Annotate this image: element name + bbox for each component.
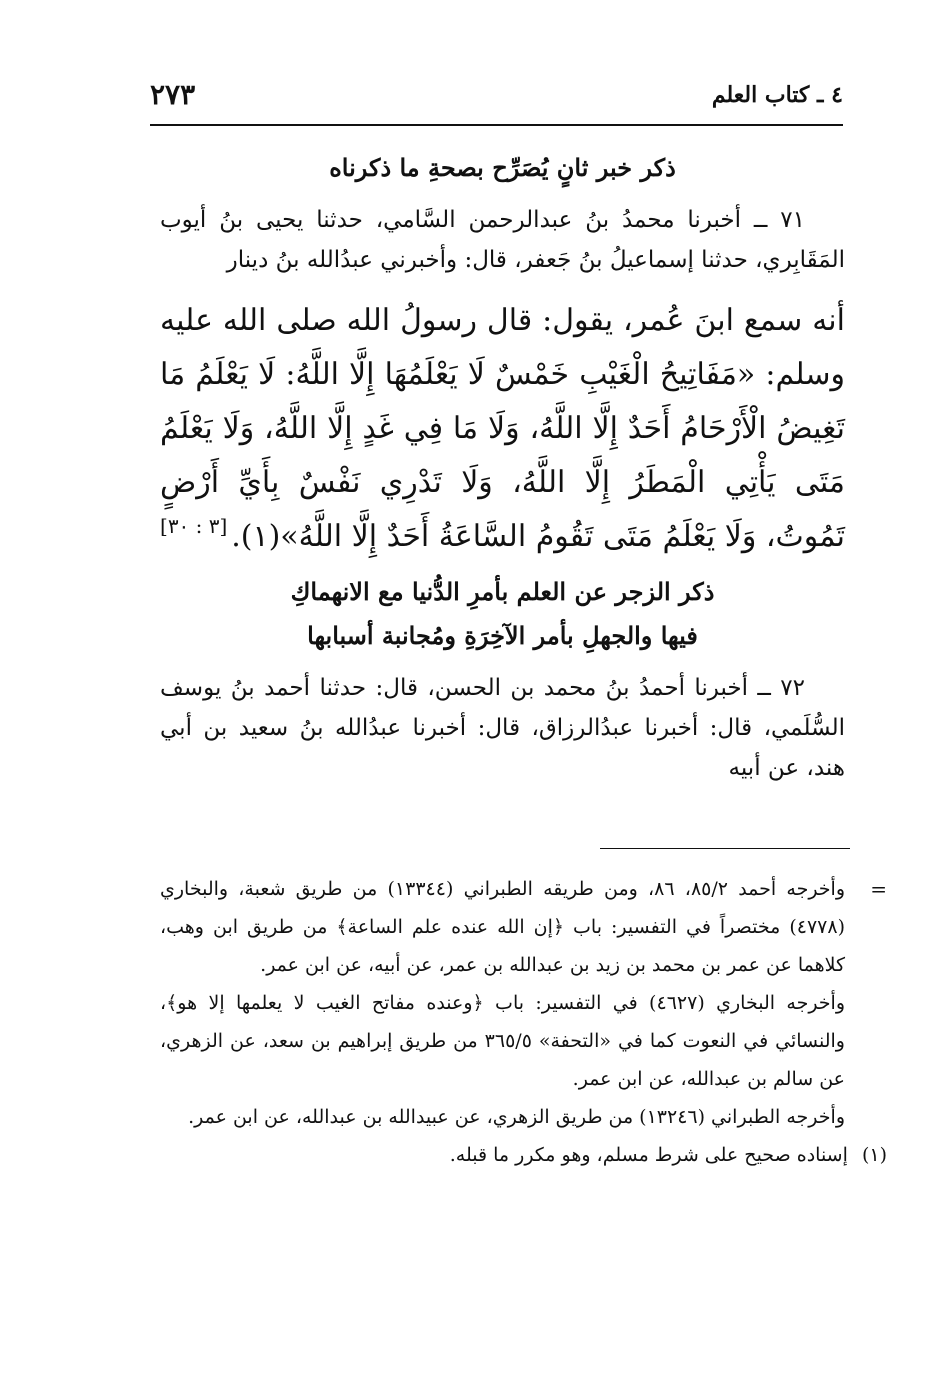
footnote-1: [160, 1136, 887, 1174]
footnote-paragraph-2: وأخرجه البخاري (٤٦٢٧) في التفسير: باب ﴿وعنده مفاتح الغيب لا يعلمها إلا هو﴾، والنسائي في النعوت كما في «التحفة» ٣٦٥/٥ من طريق إبراهيم بن سعد، عن الزهري، عن سالم بن عبدالله، عن ابن عمر.: [160, 992, 846, 1090]
footnotes: [160, 870, 887, 1174]
footnote-1-number: (١): [861, 1144, 887, 1166]
section-heading-1: ذكر خبر ثانٍ يُصَرِّح بصحةِ ما ذكرناه: [329, 153, 676, 182]
page-body: [160, 146, 845, 788]
section-heading-2-line-2: فيها والجهلِ بأمر الآخِرَةِ ومُجانبة أسبابها: [307, 621, 698, 650]
section-heading-2-line-1: ذكر الزجر عن العلم بأمرِ الدُّنيا مع الانهماكِ: [290, 577, 715, 606]
footnote-divider: [600, 848, 850, 849]
running-title: ٤ ـ كتاب العلم: [711, 82, 843, 108]
footnote-1-text: إسناده صحيح على شرط مسلم، وهو مكرر ما قبله.: [449, 1144, 848, 1166]
footnote-paragraph-1-text: وأخرجه أحمد ٨٥/٢، ٨٦، ومن طريقه الطبراني (١٣٣٤٤) من طريق شعبة، والبخاري (٤٧٧٨) مختصراً في التفسير: باب ﴿إن الله عنده علم الساعة﴾ من طريق ابن وهب، كلاهما عن عمر بن محمد بن زيد بن عبدالله بن عمر، عن أبيه، عن ابن عمر.: [160, 878, 846, 976]
hadith-71-isnad: ٧١ ــ أخبرنا محمدُ بنُ عبدالرحمن السَّامي، حدثنا يحيى بنُ أيوب المَقَابِري، حدثنا إسماعيلُ بنُ جَعفر، قال: وأخبرني عبدُالله بنُ دينار: [160, 207, 845, 273]
hadith-72-isnad: ٧٢ ــ أخبرنا أحمدُ بنُ محمد بن الحسن، قال: حدثنا أحمد بنُ يوسف السُّلَمي، قال: أخبرنا عبدُالرزاق، قال: أخبرنا عبدُالله بنُ سعيد بن أبي هند، عن أبيه: [160, 675, 845, 781]
footnote-paragraph-3: وأخرجه الطبراني (١٣٢٤٦) من طريق الزهري، عن عبيدالله بن عبدالله، عن ابن عمر.: [188, 1106, 845, 1128]
page-header: [150, 78, 843, 126]
footnote-continuation-marker: =: [870, 877, 887, 901]
footnote-paragraph-1: [160, 870, 887, 984]
hadith-71-reference: [٣ : ٣٠]: [160, 514, 228, 538]
page-number: ٢٧٣: [150, 78, 196, 111]
hadith-71-matn: أنه سمع ابنَ عُمر، يقول: قال رسولُ الله صلى الله عليه وسلم: «مَفَاتِيحُ الْغَيْبِ خَمْسٌ لَا يَعْلَمُهَا إِلَّا اللَّهُ: لَا يَعْلَمُ مَا تَغِيضُ الْأَرْحَامُ أَحَدٌ إِلَّا اللَّهُ، وَلَا مَا فِي غَدٍ إِلَّا اللَّهُ، وَلَا يَعْلَمُ مَتَى يَأْتِي الْمَطَرُ إِلَّا اللَّهُ، وَلَا تَدْرِي نَفْسٌ بِأَيِّ أَرْضٍ تَمُوتُ، وَلَا يَعْلَمُ مَتَى تَقُومُ السَّاعَةُ أَحَدٌ إِلَّا اللَّهُ»(١).: [160, 303, 845, 554]
